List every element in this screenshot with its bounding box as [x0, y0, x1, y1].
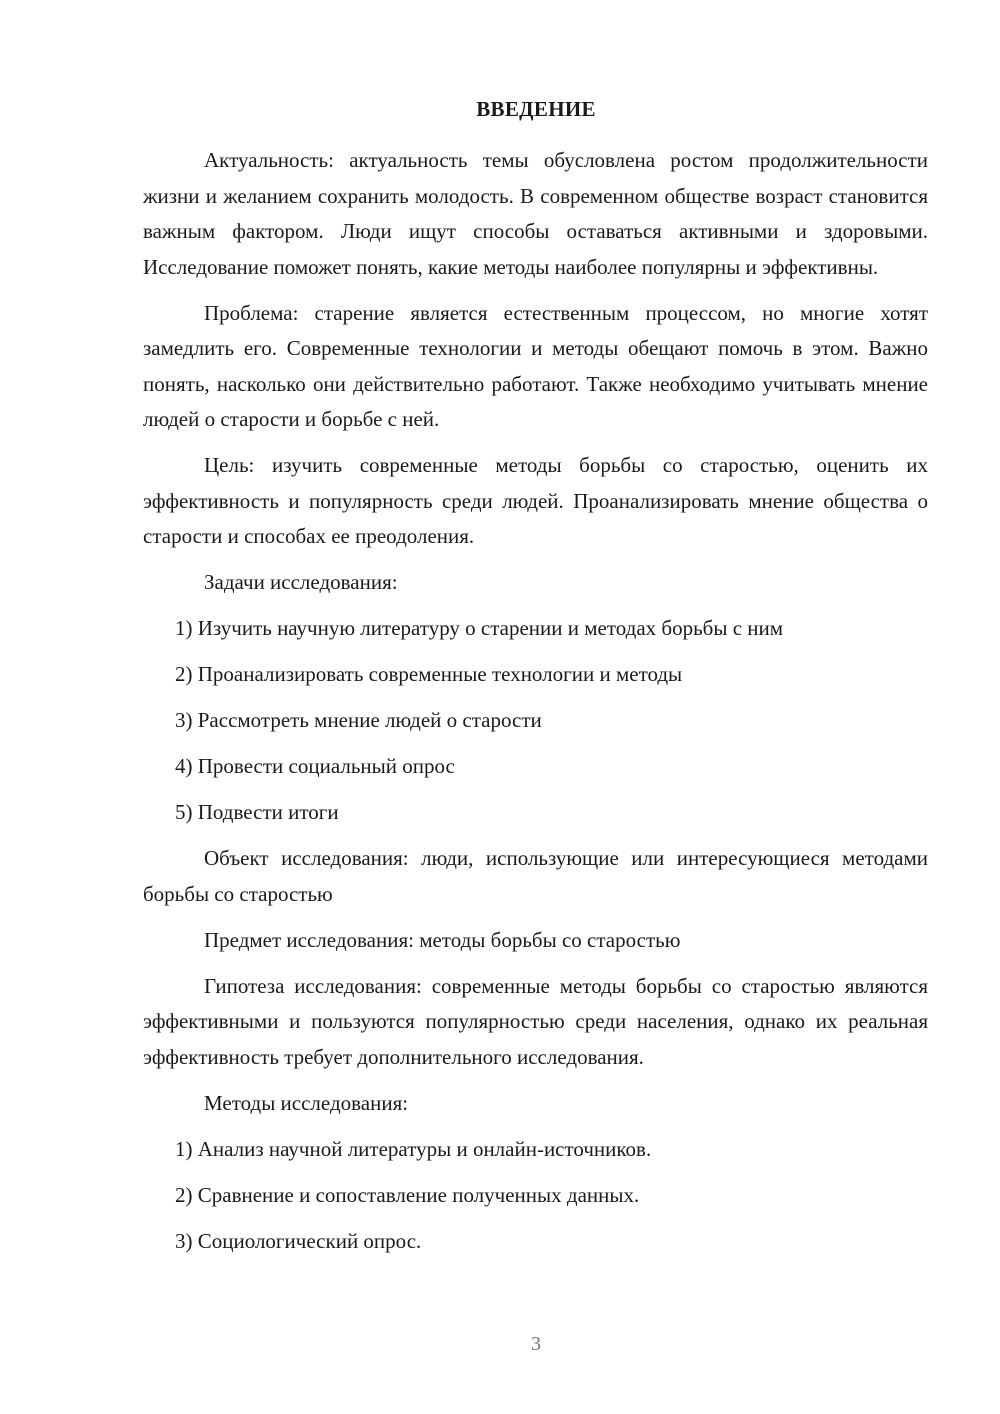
goal-paragraph: Цель: изучить современные методы борьбы со старостью, оценить их эффективность и популярность среди людей. Проанализировать мнение общества о старости и способах ее преодоления.	[143, 453, 928, 548]
document-body	[143, 143, 928, 1270]
object-paragraph: Объект исследования: люди, использующие или интересующиеся методами борьбы со старостью	[143, 846, 928, 906]
tasks-heading: Задачи исследования:	[204, 570, 398, 594]
methods-heading: Методы исследования:	[204, 1090, 409, 1115]
hypothesis-paragraph: Гипотеза исследования: современные методы борьбы со старостью являются эффективными и пользуются популярностью среди населения, однако их реальная эффективность требует дополнительного исследования.	[143, 973, 928, 1069]
list-item: 3) Рассмотреть мнение людей о старости	[175, 708, 542, 732]
list-item: 2) Проанализировать современные технологии и методы	[175, 662, 683, 686]
list-item: 5) Подвести итоги	[175, 800, 339, 824]
list-item: 3) Социологический опрос.	[175, 1228, 422, 1253]
methods-list	[143, 1132, 928, 1260]
tasks-list	[143, 611, 928, 831]
subject-paragraph: Предмет исследования: методы борьбы со старостью	[204, 927, 681, 952]
list-item: 1) Изучить научную литературу о старении и методах борьбы с ним	[175, 616, 784, 640]
list-item: 1) Анализ научной литературы и онлайн-источников.	[175, 1136, 652, 1161]
page-title: ВВЕДЕНИЕ	[476, 97, 596, 121]
relevance-paragraph: Актуальность: актуальность темы обусловлена ростом продолжительности жизни и желанием сохранить молодость. В современном обществе возраст становится важным фактором. Люди ищут способы оставаться активными и здоровыми. Исследование поможет понять, какие методы наиболее популярны и эффективны.	[143, 148, 928, 279]
page-number: 3	[531, 1333, 541, 1355]
list-item: 4) Провести социальный опрос	[175, 754, 455, 778]
list-item: 2) Сравнение и сопоставление полученных данных.	[175, 1182, 640, 1207]
problem-paragraph: Проблема: старение является естественным процессом, но многие хотят замедлить его. Современные технологии и методы обещают помочь в этом. Важно понять, насколько они действительно работают. Также необходимо учитывать мнение людей о старости и борьбе с ней.	[143, 300, 928, 431]
